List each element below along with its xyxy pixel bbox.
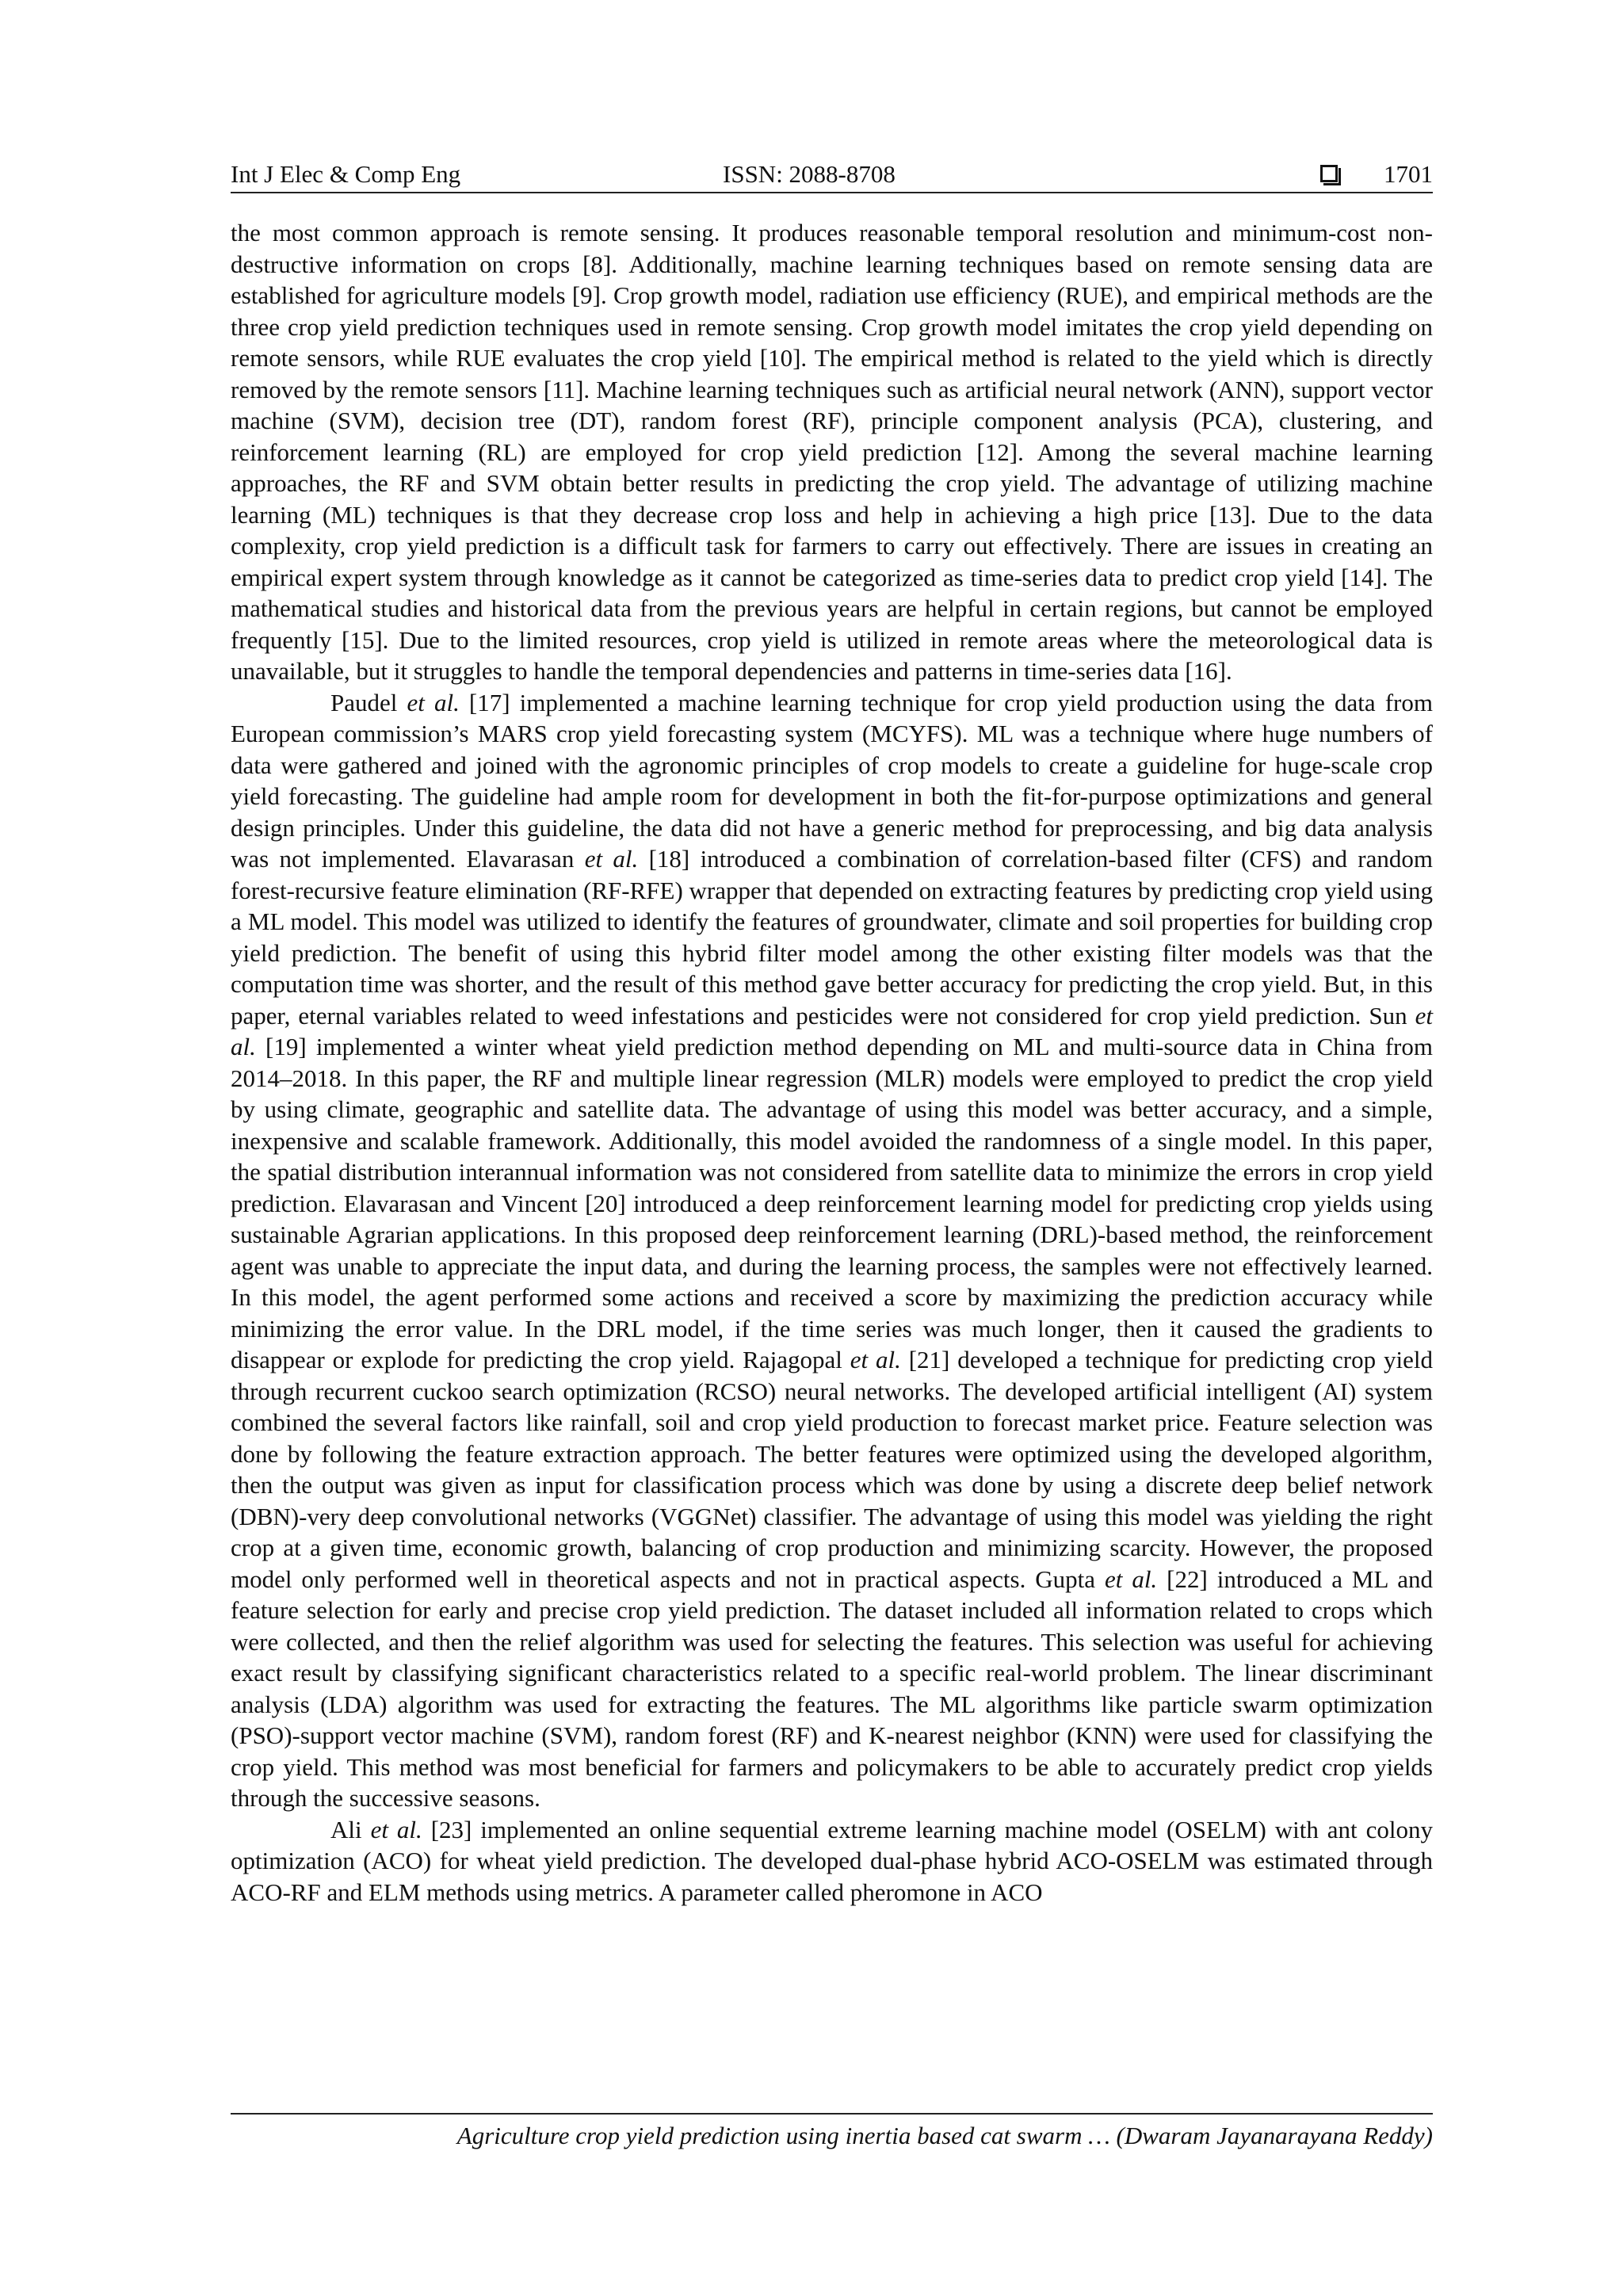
text-run: [19] implemented a winter wheat yield prediction method depending on ML and multi-source data in China from 2014–2018. In this paper, the RF and multiple linear regression (MLR) models were employed to predict the crop yield by using climate, geographic and satellite data. The advantage of using this model was better accuracy, and a simple, inexpensive and scalable framework. Additionally, this model avoided the randomness of a single model. In this paper, the spatial distribution interannual information was not considered from satellite data to minimize the errors in crop yield prediction. Elavarasan and Vincent [20] introduced a deep reinforcement learning model for predicting crop yields using sustainable Agrarian applications. In this proposed deep reinforcement learning (DRL)-based method, the reinforcement agent was unable to appreciate the input data, and during the learning process, the samples were not effectively learned. In this model, the agent performed some actions and received a score by maximizing the prediction accuracy while minimizing the error value. In the DRL model, if the time series was much longer, then it caused the gradients to disappear or explode for predicting the crop yield. Rajagopal <box>231 1033 1433 1373</box>
header-rule <box>231 192 1433 193</box>
text-run-italic: et al. <box>370 1815 422 1843</box>
paragraph <box>231 217 1433 687</box>
body-text <box>231 217 1433 1908</box>
text-run: [21] developed a technique for predicting crop yield through recurrent cuckoo search optimization (RCSO) neural networks. The developed artificial intelligent (AI) system combined the several factors like rainfall, soil and crop yield production to forecast market price. Feature selection was done by following the feature extraction approach. The better features were optimized using the developed algorithm, then the output was given as input for classification process which was done by using a discrete deep belief network (DBN)-very deep convolutional networks (VGGNet) classifier. The advantage of using this model was yielding the right crop at a given time, economic growth, balancing of crop production and minimizing scarcity. However, the proposed model only performed well in theoretical aspects and not in practical aspects. Gupta <box>231 1346 1433 1593</box>
text-run: Paudel <box>330 688 407 716</box>
text-run-italic: et al. <box>1105 1564 1158 1593</box>
journal-name: Int J Elec & Comp Eng <box>231 160 461 188</box>
text-run: [23] implemented an online sequential extreme learning machine model (OSELM) with ant colony optimization (ACO) for wheat yield prediction. The developed dual-phase hybrid ACO-OSELM was estimated through ACO-RF and ELM methods using metrics. A parameter called pheromone in ACO <box>231 1815 1433 1906</box>
issn: ISSN: 2088-8708 <box>723 160 896 188</box>
text-run: Ali <box>330 1815 371 1843</box>
page-header <box>231 156 1433 193</box>
text-run-italic: et al. <box>850 1346 901 1373</box>
text-run-italic: et al. <box>407 688 460 716</box>
page-box-icon <box>1320 165 1338 182</box>
paragraph <box>231 687 1433 1814</box>
footer-rule <box>231 2113 1433 2115</box>
text-run: [17] implemented a machine learning technique for crop yield production using the data from European commission’s MARS crop yield forecasting system (MCYFS). ML was a technique where huge numbers of data were gathered and joined with the agronomic principles of crop models to create a guideline for huge-scale crop yield forecasting. The guideline had ample room for development in both the fit-for-purpose optimizations and general design principles. Under this guideline, the data did not have a generic method for preprocessing, and big data analysis was not implemented. Elavarasan <box>231 688 1433 873</box>
page-number: 1701 <box>1384 160 1433 188</box>
running-title: Agriculture crop yield prediction using inertia based cat swarm … (Dwaram Jayanarayana Reddy) <box>456 2122 1433 2149</box>
text-run: [18] introduced a combination of correlation-based filter (CFS) and random forest-recursive feature elimination (RF-RFE) wrapper that depended on extracting features by predicting crop yield using a ML model. This model was utilized to identify the features of groundwater, climate and soil properties for building crop yield prediction. The benefit of using this hybrid filter model among the other existing filter models was that the computation time was shorter, and the result of this method gave better accuracy for predicting the crop yield. But, in this paper, eternal variables related to weed infestations and pesticides were not considered for crop yield prediction. Sun <box>231 845 1433 1030</box>
text-run-italic: et al. <box>231 1001 1433 1060</box>
text-run: [22] introduced a ML and feature selection for early and precise crop yield prediction. The dataset included all information related to crops which were collected, and then the relief algorithm was used for selecting the features. This selection was useful for achieving exact result by classifying significant characteristics related to a specific real-world problem. The linear discriminant analysis (LDA) algorithm was used for extracting the features. The ML algorithms like particle swarm optimization (PSO)-support vector machine (SVM), random forest (RF) and K-nearest neighbor (KNN) were used for classifying the crop yield. This method was most beneficial for farmers and policymakers to be able to accurately predict crop yields through the successive seasons. <box>231 1564 1433 1812</box>
text-run: the most common approach is remote sensing. It produces reasonable temporal resolution and minimum-cost non-destructive information on crops [8]. Additionally, machine learning techniques based on remote sensing data are established for agriculture models [9]. Crop growth model, radiation use efficiency (RUE), and empirical methods are the three crop yield prediction techniques used in remote sensing. Crop growth model imitates the crop yield depending on remote sensors, while RUE evaluates the crop yield [10]. The empirical method is related to the yield which is directly removed by the remote sensors [11]. Machine learning techniques such as artificial neural network (ANN), support vector machine (SVM), decision tree (DT), random forest (RF), principle component analysis (PCA), clustering, and reinforcement learning (RL) are employed for crop yield prediction [12]. Among the several machine learning approaches, the RF and SVM obtain better results in predicting the crop yield. The advantage of utilizing machine learning (ML) techniques is that they decrease crop loss and help in achieving a high price [13]. Due to the data complexity, crop yield prediction is a difficult task for farmers to carry out effectively. There are issues in creating an empirical expert system through knowledge as it cannot be categorized as time-series data to predict crop yield [14]. The mathematical studies and historical data from the previous years are helpful in certain regions, but cannot be employed frequently [15]. Due to the limited resources, crop yield is utilized in remote areas where the meteorological data is unavailable, but it struggles to handle the temporal dependencies and patterns in time-series data [16]. <box>231 219 1433 685</box>
text-run-italic: et al. <box>584 845 639 873</box>
paragraph <box>231 1814 1433 1908</box>
